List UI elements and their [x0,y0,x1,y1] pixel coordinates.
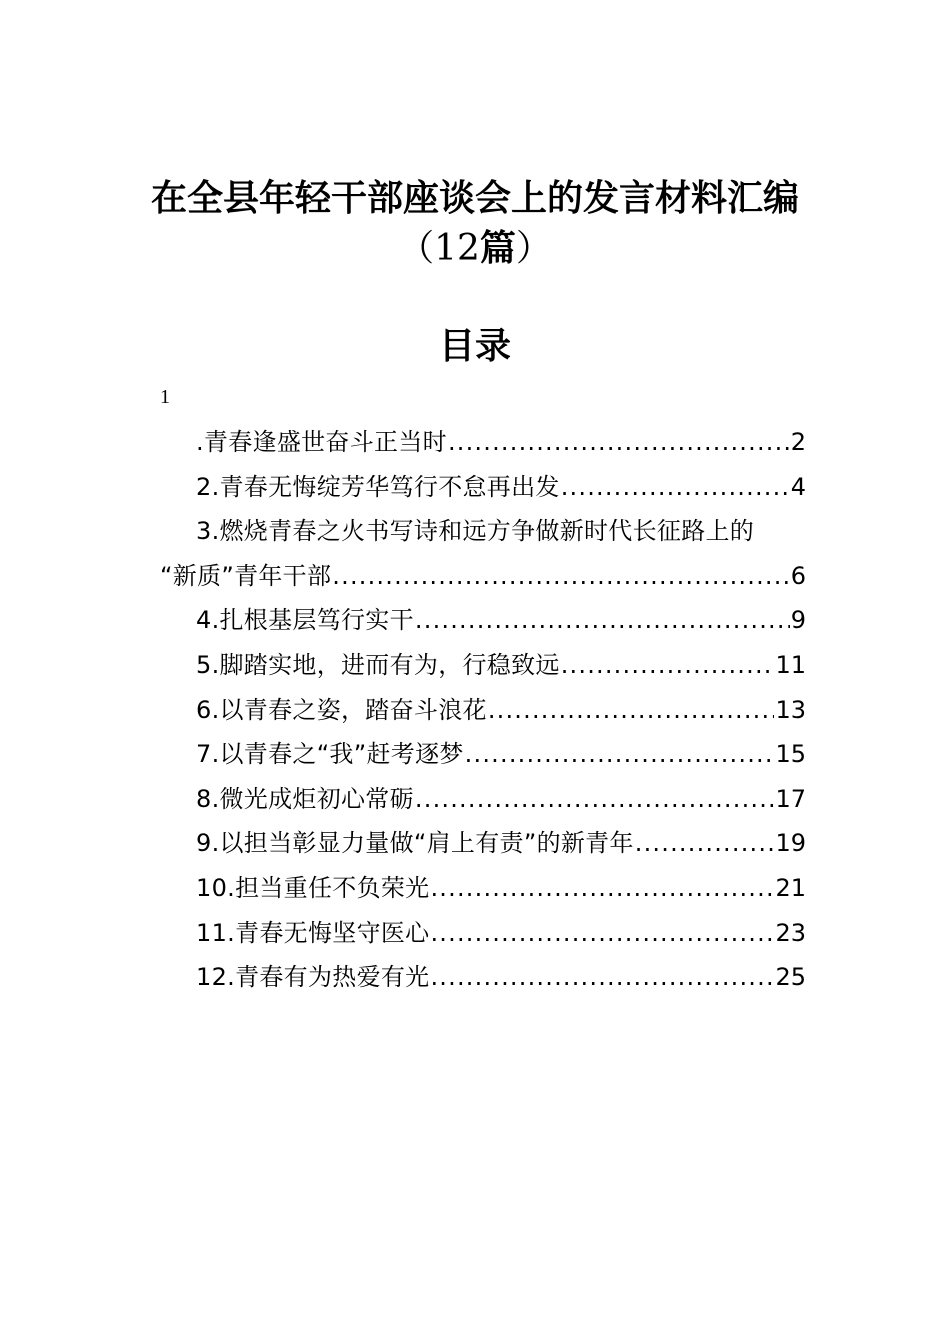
toc-heading: 目录 [438,325,511,367]
toc-page-number: 19 [775,829,806,858]
toc-leader-dots [465,732,775,777]
toc-entry-title-line2: “新质”青年干部 [160,561,332,590]
toc-entry-title: 11.青春无悔坚守医心 [196,918,430,947]
toc-entry-title: 6.以青春之姿，踏奋斗浪花 [196,695,487,724]
toc-entry-8[interactable] [160,777,806,822]
toc-page-number: 2 [790,428,806,456]
toc-leader-dots [561,465,790,510]
toc-page-number: 15 [775,740,806,769]
toc-entry-title: 2.青春无悔绽芳华笃行不怠再出发 [196,472,560,501]
toc-leader-dots [561,643,775,688]
toc-entry-6[interactable] [160,688,806,733]
toc-entry-9[interactable] [160,821,806,866]
subtitle-count: 12 [434,228,480,269]
subtitle-open-paren: （ [398,228,435,269]
toc-leader-dots [415,777,775,822]
toc-entry-title: 9.以担当彰显力量做“肩上有责”的新青年 [196,829,634,858]
toc-leader-dots [430,955,774,1000]
toc-entry-title: 4.扎根基层笃行实干 [196,606,414,635]
toc-page-number: 25 [775,963,806,992]
toc-entry-title: 10.担当重任不负荣光 [196,873,430,902]
toc-leader-dots [415,598,790,643]
document-subtitle [0,226,950,271]
toc-entry-5[interactable] [160,643,806,688]
toc-entry-1[interactable] [160,420,806,465]
toc-page-number: 11 [775,650,806,679]
toc-entry-3[interactable] [160,509,806,598]
toc-page-number: 13 [775,695,806,724]
toc-entry-title: 8.微光成炬初心常砺 [196,784,414,813]
subtitle-close-paren: ） [515,228,552,269]
toc-leader-dots [635,821,775,866]
table-of-contents [160,420,806,1000]
toc-leader-dots [430,866,774,911]
toc-page-number: 9 [790,606,806,635]
toc-page-number: 23 [775,918,806,947]
toc-entry-title: 12.青春有为热爱有光 [196,963,430,992]
toc-entry-12[interactable] [160,955,806,1000]
toc-leader-dots [488,688,775,733]
toc-entry-title: 5.脚踏实地，进而有为，行稳致远 [196,650,560,679]
toc-entry-10[interactable] [160,866,806,911]
toc-stray-number: 1 [160,386,170,408]
toc-entry-7[interactable] [160,732,806,777]
toc-entry-title: .青春逢盛世奋斗正当时 [196,428,447,456]
subtitle-unit: 篇 [479,227,516,269]
toc-entry-title: 7.以青春之“我”赶考逐梦 [196,740,464,769]
toc-leader-dots [430,911,774,956]
toc-entry-4[interactable] [160,598,806,643]
document-title: 在全县年轻干部座谈会上的发言材料汇编 [150,177,799,219]
toc-leader-dots [448,420,790,465]
toc-leader-dots [332,554,789,599]
toc-entry-11[interactable] [160,911,806,956]
toc-page-number: 21 [775,873,806,902]
toc-page-number: 4 [790,472,806,501]
toc-page-number: 17 [775,784,806,813]
toc-page-number: 6 [790,561,806,590]
toc-entry-title-line1: 3.燃烧青春之火书写诗和远方争做新时代长征路上的 [196,517,755,546]
toc-entry-2[interactable] [160,465,806,510]
